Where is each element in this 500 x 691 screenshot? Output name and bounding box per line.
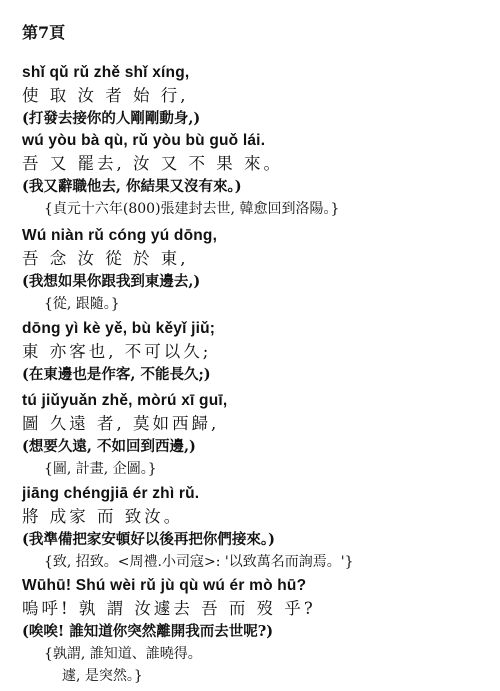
stanza-4 — [22, 318, 492, 386]
translation-line: (想要久遠, 不如回到西邊,) — [22, 438, 196, 455]
pinyin-line: shǐ qǔ rǔ zhě shǐ xíng, — [22, 64, 190, 81]
chinese-line: 嗚呼! 孰 謂 汝遽去 吾 而 歿 乎? — [22, 599, 316, 618]
chinese-line: 吾 又 罷去, 汝 又 不 果 來。 — [22, 154, 283, 173]
translation-line: (唉唉! 誰知道你突然離開我而去世呢?) — [22, 623, 274, 640]
pinyin-line: Wú niàn rǔ cóng yú dōng, — [22, 227, 218, 244]
stanza-2 — [22, 130, 492, 220]
annotation-note: {貞元十六年(800)張建封去世, 韓愈回到洛陽。} — [44, 201, 340, 217]
stanza-7 — [22, 575, 492, 687]
stanza-3 — [22, 225, 492, 315]
pinyin-line: dōng yì kè yě, bù kěyǐ jiǔ; — [22, 320, 216, 337]
pinyin-line: jiāng chéngjiā ér zhì rǔ. — [22, 485, 200, 502]
page-number: 第7頁 — [22, 23, 66, 42]
annotation-note: {孰謂, 誰知道、誰曉得。 — [44, 646, 202, 662]
pinyin-line: Wūhū! Shú wèi rǔ jù qù wú ér mò hū? — [22, 577, 307, 594]
annotation-note: {圖, 計畫, 企圖。} — [44, 461, 157, 477]
pinyin-line: wú yòu bà qù, rǔ yòu bù guǒ lái. — [22, 132, 266, 149]
chinese-line: 吾 念 汝 從 於 東, — [22, 249, 189, 268]
translation-line: (我準備把家安頓好以後再把你們接來。) — [22, 531, 275, 548]
translation-line: (在東邊也是作客, 不能長久;) — [22, 366, 211, 383]
chinese-line: 使 取 汝 者 始 行, — [22, 86, 189, 105]
translation-line: (我又辭職他去, 你結果又沒有來。) — [22, 178, 242, 195]
translation-line: (打發去接你的人剛剛動身,) — [22, 110, 201, 127]
annotation-note: {從, 跟隨。} — [44, 296, 120, 312]
stanza-5 — [22, 390, 492, 480]
stanza-6 — [22, 483, 492, 573]
stanza-1 — [22, 62, 492, 130]
chinese-line: 東 亦客也, 不可以久; — [22, 342, 212, 361]
translation-line: (我想如果你跟我到東邊去,) — [22, 273, 201, 290]
annotation-note: 遽, 是突然。} — [62, 668, 143, 684]
annotation-note: {致, 招致。<周禮.小司寇>: '以致萬名而詢焉。'} — [44, 554, 354, 570]
pinyin-line: tú jiǔyuǎn zhě, mòrú xī guī, — [22, 392, 228, 409]
chinese-line: 將 成家 而 致汝。 — [22, 507, 184, 526]
chinese-line: 圖 久遠 者, 莫如西歸, — [22, 414, 220, 433]
